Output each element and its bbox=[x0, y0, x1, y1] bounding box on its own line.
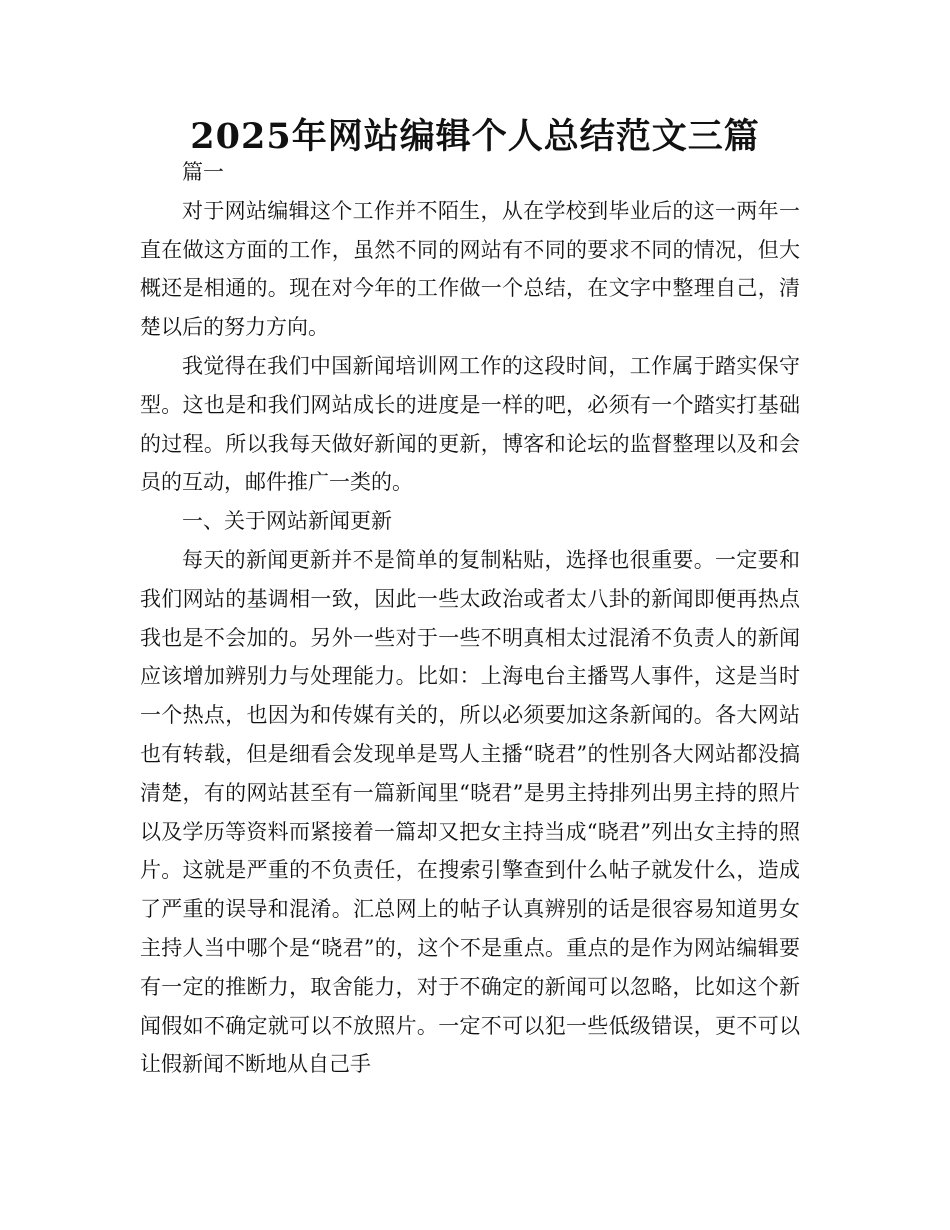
paragraph-work-style: 我觉得在我们中国新闻培训网工作的这段时间，工作属于踏实保守型。这也是和我们网站成长的进度是一样的吧，必须有一个踏实打基础的过程。所以我每天做好新闻的更新，博客和论坛的监督整理以及和会员的互动，邮件推广一类的。 bbox=[140, 353, 800, 495]
document-title: 2025年网站编辑个人总结范文三篇 bbox=[190, 116, 760, 157]
section-heading-part-one: 篇一 bbox=[182, 160, 224, 184]
paragraph-news-update: 每天的新闻更新并不是简单的复制粘贴，选择也很重要。一定要和我们网站的基调相一致，因此一些太政治或者太八卦的新闻即便再热点我也是不会加的。另外一些对于一些不明真相太过混淆不负责人的新闻应该增加辨别力与处理能力。比如：上海电台主播骂人事件，这是当时一个热点，也因为和传媒有关的，所以必须要加这条新闻的。各大网站也有转载，但是细看会发现单是骂人主播“晓君”的性别各大网站都没搞清楚，有的网站甚至有一篇新闻里“晓君”是男主持排列出男主持的照片以及学历等资料而紧接着一篇却又把女主持当成“晓君”列出女主持的照片。这就是严重的不负责任，在搜索引擎查到什么帖子就发什么，造成了严重的误导和混淆。汇总网上的帖子认真辨别的话是很容易知道男女主持人当中哪个是“晓君”的，这个不是重点。重点的是作为网站编辑要有一定的推断力，取舍能力，对于不确定的新闻可以忽略，比如这个新闻假如不确定就可以不放照片。一定不可以犯一些低级错误，更不可以让假新闻不断地从自己手 bbox=[140, 547, 800, 1077]
section-heading-news-update: 一、关于网站新闻更新 bbox=[182, 509, 392, 534]
document-body bbox=[140, 153, 800, 1084]
paragraph-intro: 对于网站编辑这个工作并不陌生，从在学校到毕业后的这一两年一直在做这方面的工作，虽然不同的网站有不同的要求不同的情况，但大概还是相通的。现在对今年的工作做一个总结，在文字中整理自己，清楚以后的努力方向。 bbox=[140, 198, 800, 340]
